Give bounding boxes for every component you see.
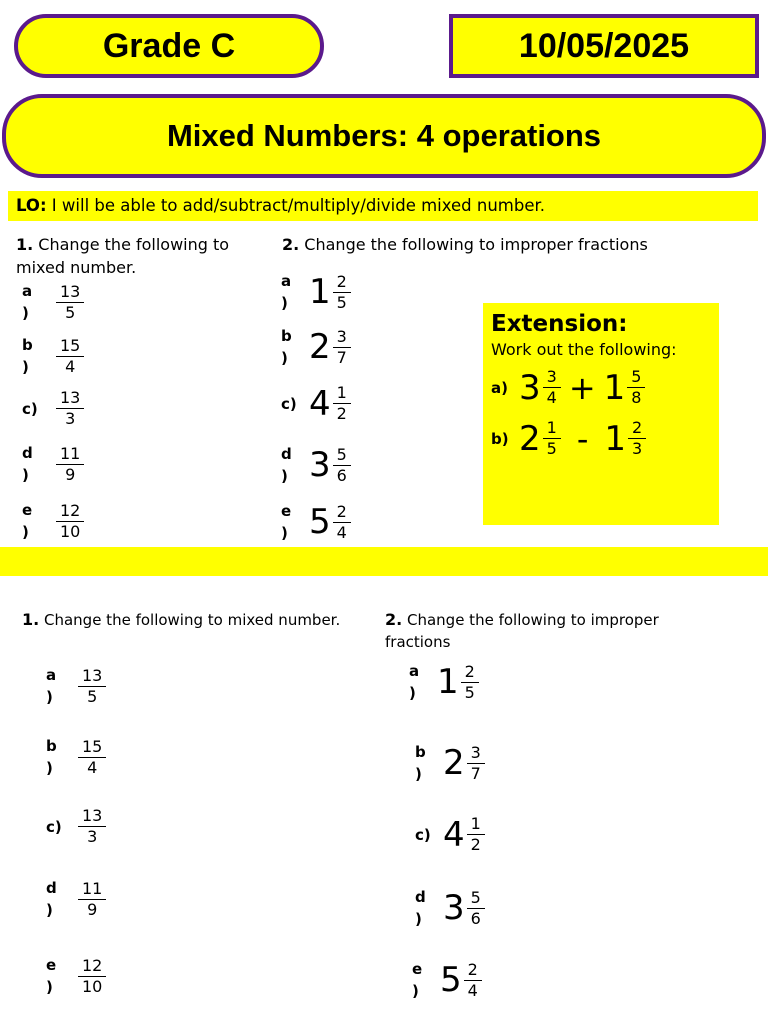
- denominator: 6: [470, 908, 481, 928]
- whole-number: 1: [604, 418, 627, 459]
- denominator: 4: [65, 356, 76, 376]
- q1-item-a: [22, 280, 84, 324]
- item-label: d ): [415, 888, 426, 928]
- operator: +: [568, 368, 596, 407]
- q1-text: Change the following to mixed number.: [39, 611, 341, 629]
- denominator: 5: [464, 682, 475, 702]
- item-label: e ): [281, 502, 292, 542]
- q2-heading-copy: [385, 609, 725, 653]
- numerator: 1: [543, 418, 561, 439]
- numerator: 2: [333, 272, 351, 293]
- q1-copy-item-c: [46, 806, 106, 847]
- numerator: 13: [78, 806, 106, 827]
- q2-copy-item-c: [415, 814, 485, 855]
- divider-band: [0, 547, 768, 576]
- denominator: 4: [546, 388, 557, 407]
- numerator: 13: [56, 388, 84, 409]
- item-label: d ): [281, 445, 292, 485]
- q1-heading: [16, 233, 266, 279]
- q1-copy-item-e: [46, 954, 106, 998]
- extension-item-a: [491, 367, 711, 408]
- q1-text: Change the following to mixed number.: [16, 235, 230, 277]
- whole-number: 3: [519, 367, 541, 408]
- lo-text: I will be able to add/subtract/multiply/divide mixed number.: [46, 196, 546, 215]
- item-label: b ): [22, 336, 33, 376]
- q1-item-d: [22, 442, 84, 486]
- numerator: 15: [56, 336, 84, 357]
- q2-number: 2.: [282, 235, 300, 254]
- denominator: 3: [632, 439, 643, 458]
- denominator: 6: [336, 465, 347, 485]
- numerator: 3: [467, 743, 485, 764]
- denominator: 4: [467, 980, 478, 1000]
- numerator: 5: [627, 367, 645, 388]
- whole-number: 4: [309, 383, 331, 424]
- denominator: 2: [336, 404, 347, 423]
- grade-text: Grade C: [102, 26, 236, 65]
- numerator: 13: [78, 666, 106, 687]
- item-label: b ): [415, 743, 426, 783]
- whole-number: 5: [309, 502, 331, 542]
- denominator: 5: [87, 686, 98, 706]
- item-label: c): [415, 825, 431, 844]
- date-text: 10/05/2025: [518, 26, 690, 65]
- q2-copy-item-e: [412, 958, 482, 1002]
- whole-number: 3: [443, 888, 465, 928]
- whole-number: 5: [440, 960, 462, 1000]
- item-label: a ): [46, 666, 57, 706]
- item-label: e ): [412, 960, 423, 1000]
- q2-text: Change the following to improper fractions: [299, 235, 648, 254]
- item-label: a): [491, 378, 508, 397]
- whole-number: 1: [603, 367, 626, 408]
- numerator: 1: [333, 383, 351, 404]
- q2-item-e: [281, 500, 351, 544]
- q2-copy-item-d: [415, 886, 485, 930]
- item-label: d ): [22, 444, 33, 484]
- denominator: 4: [336, 522, 347, 542]
- q1-number: 1.: [22, 610, 40, 629]
- whole-number: 3: [309, 445, 331, 485]
- item-label: b): [491, 429, 509, 448]
- q1-number: 1.: [16, 235, 34, 254]
- denominator: 5: [336, 292, 347, 312]
- numerator: 5: [467, 888, 485, 909]
- q2-heading: [282, 233, 662, 256]
- q2-item-d: [281, 443, 351, 487]
- numerator: 5: [333, 445, 351, 466]
- denominator: 3: [87, 827, 98, 846]
- numerator: 2: [461, 662, 479, 683]
- whole-number: 2: [443, 743, 465, 783]
- numerator: 12: [78, 956, 106, 977]
- q1-item-b: [22, 334, 84, 378]
- item-label: a ): [281, 272, 292, 312]
- q1-copy-item-a: [46, 664, 106, 708]
- item-label: a ): [409, 662, 420, 702]
- numerator: 2: [628, 418, 646, 439]
- denominator: 10: [82, 976, 103, 996]
- extension-subtitle: Work out the following:: [491, 340, 677, 359]
- q1-item-c: [22, 388, 84, 429]
- q2-item-c: [281, 383, 351, 424]
- item-label: b ): [46, 737, 57, 777]
- denominator: 2: [470, 835, 481, 854]
- q2-copy-item-a: [409, 660, 479, 704]
- item-label: b ): [281, 327, 292, 367]
- numerator: 13: [56, 282, 84, 303]
- whole-number: 4: [443, 814, 465, 855]
- q1-item-e: [22, 499, 84, 543]
- title-text: Mixed Numbers: 4 operations: [166, 118, 602, 153]
- numerator: 2: [333, 502, 351, 523]
- item-label: e ): [46, 956, 57, 996]
- denominator: 9: [87, 899, 98, 919]
- date-box: [449, 14, 759, 78]
- extension-item-b: [491, 418, 711, 459]
- lo-label: LO:: [16, 196, 47, 215]
- denominator: 9: [65, 464, 76, 484]
- q2-text: Change the following to improper fractions: [385, 611, 659, 651]
- denominator: 7: [470, 763, 481, 783]
- numerator: 15: [78, 737, 106, 758]
- operator: -: [576, 419, 589, 458]
- whole-number: 2: [519, 418, 541, 459]
- item-label: c): [22, 399, 38, 418]
- denominator: 10: [60, 521, 81, 541]
- numerator: 1: [467, 814, 485, 835]
- numerator: 12: [56, 501, 84, 522]
- numerator: 11: [56, 444, 84, 465]
- denominator: 5: [546, 439, 557, 458]
- q1-copy-item-d: [46, 877, 106, 921]
- whole-number: 1: [309, 272, 331, 312]
- item-label: d ): [46, 879, 57, 919]
- denominator: 5: [65, 302, 76, 322]
- numerator: 3: [333, 327, 351, 348]
- numerator: 11: [78, 879, 106, 900]
- grade-label: [14, 14, 324, 78]
- denominator: 4: [87, 757, 98, 777]
- whole-number: 1: [437, 662, 459, 702]
- whole-number: 2: [309, 327, 331, 367]
- item-label: a ): [22, 282, 33, 322]
- item-label: e ): [22, 501, 33, 541]
- extension-title: Extension:: [491, 311, 628, 337]
- q1-copy-item-b: [46, 735, 106, 779]
- item-label: c): [281, 394, 297, 413]
- learning-objective: [8, 191, 758, 221]
- q1-heading-copy: [22, 609, 392, 631]
- q2-item-b: [281, 325, 351, 369]
- denominator: 7: [336, 347, 347, 367]
- q2-copy-item-b: [415, 741, 485, 785]
- denominator: 3: [65, 409, 76, 428]
- q2-item-a: [281, 270, 351, 314]
- numerator: 3: [543, 367, 561, 388]
- q2-number: 2.: [385, 610, 403, 629]
- worksheet-title: [2, 94, 766, 178]
- denominator: 8: [631, 388, 642, 407]
- numerator: 2: [464, 960, 482, 981]
- extension-box: [483, 303, 719, 525]
- item-label: c): [46, 817, 62, 836]
